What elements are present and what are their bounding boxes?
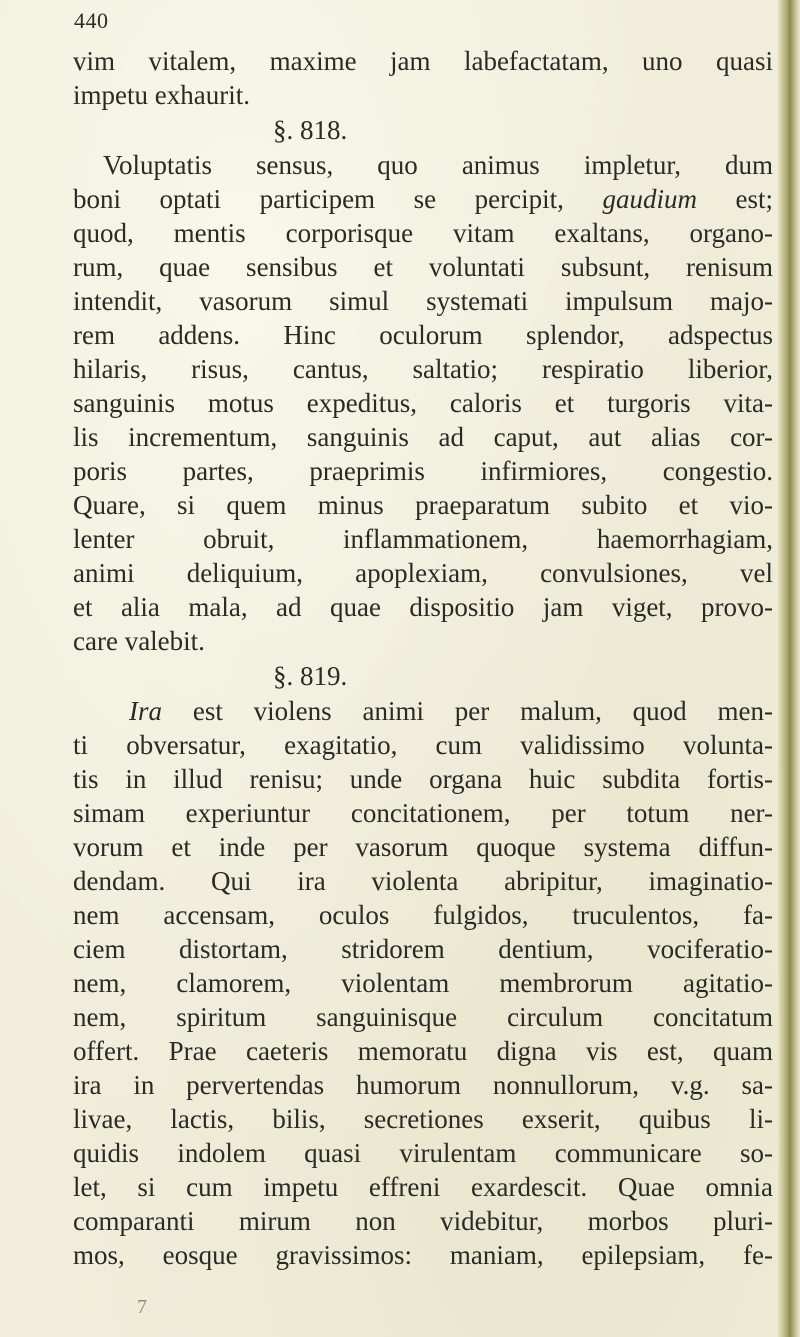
text-line: intendit, vasorum simul systemati impulsum majo- (73, 286, 773, 316)
text-line: et alia mala, ad quae dispositio jam viget, provo- (73, 592, 773, 622)
text-line: quod, mentis corporisque vitam exaltans, organo- (73, 218, 773, 248)
text-line: ti obversatur, exagitatio, cum validissimo volunta- (73, 730, 773, 760)
italic-term: gaudium (602, 184, 697, 214)
text-line: let, si cum impetu effreni exardescit. Quae omnia (73, 1172, 773, 1202)
text-line: poris partes, praeprimis infirmiores, congestio. (73, 456, 773, 486)
catchword: 7 (137, 1296, 147, 1318)
text-line: ira in pervertendas humorum nonnullorum, v.g. sa- (73, 1070, 773, 1100)
page-number: 440 (74, 8, 109, 33)
text-line: simam experiuntur concitationem, per totum ner- (73, 798, 773, 828)
text-line: offert. Prae caeteris memoratu digna vis est, quam (73, 1036, 773, 1066)
text-segment: est violens animi per malum, quod men- (162, 696, 773, 726)
text-line: dendam. Qui ira violenta abripitur, imaginatio- (73, 866, 773, 896)
text-line: tis in illud renisu; unde organa huic subdita fortis- (73, 764, 773, 794)
section-heading: §. 819. (273, 661, 348, 691)
text-line: comparanti mirum non videbitur, morbos pluri- (73, 1206, 773, 1236)
section-heading: §. 818. (273, 115, 348, 145)
text-line: Quare, si quem minus praeparatum subito et vio- (73, 490, 773, 520)
text-line: quidis indolem quasi virulentam communicare so- (73, 1138, 773, 1168)
text-line: hilaris, risus, cantus, saltatio; respiratio liberior, (73, 354, 773, 384)
text-line: ciem distortam, stridorem dentium, vociferatio- (73, 934, 773, 964)
text-segment: est; (696, 184, 773, 214)
text-line: livae, lactis, bilis, secretiones exserit, quibus li- (73, 1104, 773, 1134)
text-line (73, 182, 773, 216)
italic-term: Ira (129, 696, 162, 726)
text-line: vim vitalem, maxime jam labefactatam, uno quasi (73, 46, 773, 76)
text-line: lis incrementum, sanguinis ad caput, aut alias cor- (73, 422, 773, 452)
text-line: rem addens. Hinc oculorum splendor, adspectus (73, 320, 773, 350)
text-line: care valebit. (73, 626, 205, 656)
text-line: vorum et inde per vasorum quoque systema diffun- (73, 832, 773, 862)
text-line: lenter obruit, inflammationem, haemorrhagiam, (73, 524, 773, 554)
text-line: nem, clamorem, violentam membrorum agitatio- (73, 968, 773, 998)
text-line: impetu exhaurit. (73, 80, 250, 110)
text-line: rum, quae sensibus et voluntati subsunt, renisum (73, 252, 773, 282)
body-text (73, 44, 773, 1272)
text-line: animi deliquium, apoplexiam, convulsiones, vel (73, 558, 773, 588)
text-line: nem, spiritum sanguinisque circulum concitatum (73, 1002, 773, 1032)
text-line: nem accensam, oculos fulgidos, truculentos, fa- (73, 900, 773, 930)
page-edge-shadow (778, 0, 800, 1337)
text-line: sanguinis motus expeditus, caloris et turgoris vita- (73, 388, 773, 418)
text-line (73, 694, 773, 728)
text-line: mos, eosque gravissimos: maniam, epilepsiam, fe- (73, 1240, 773, 1270)
text-line: Voluptatis sensus, quo animus impletur, dum (103, 150, 773, 180)
text-segment: boni optati participem se percipit, (73, 184, 603, 214)
